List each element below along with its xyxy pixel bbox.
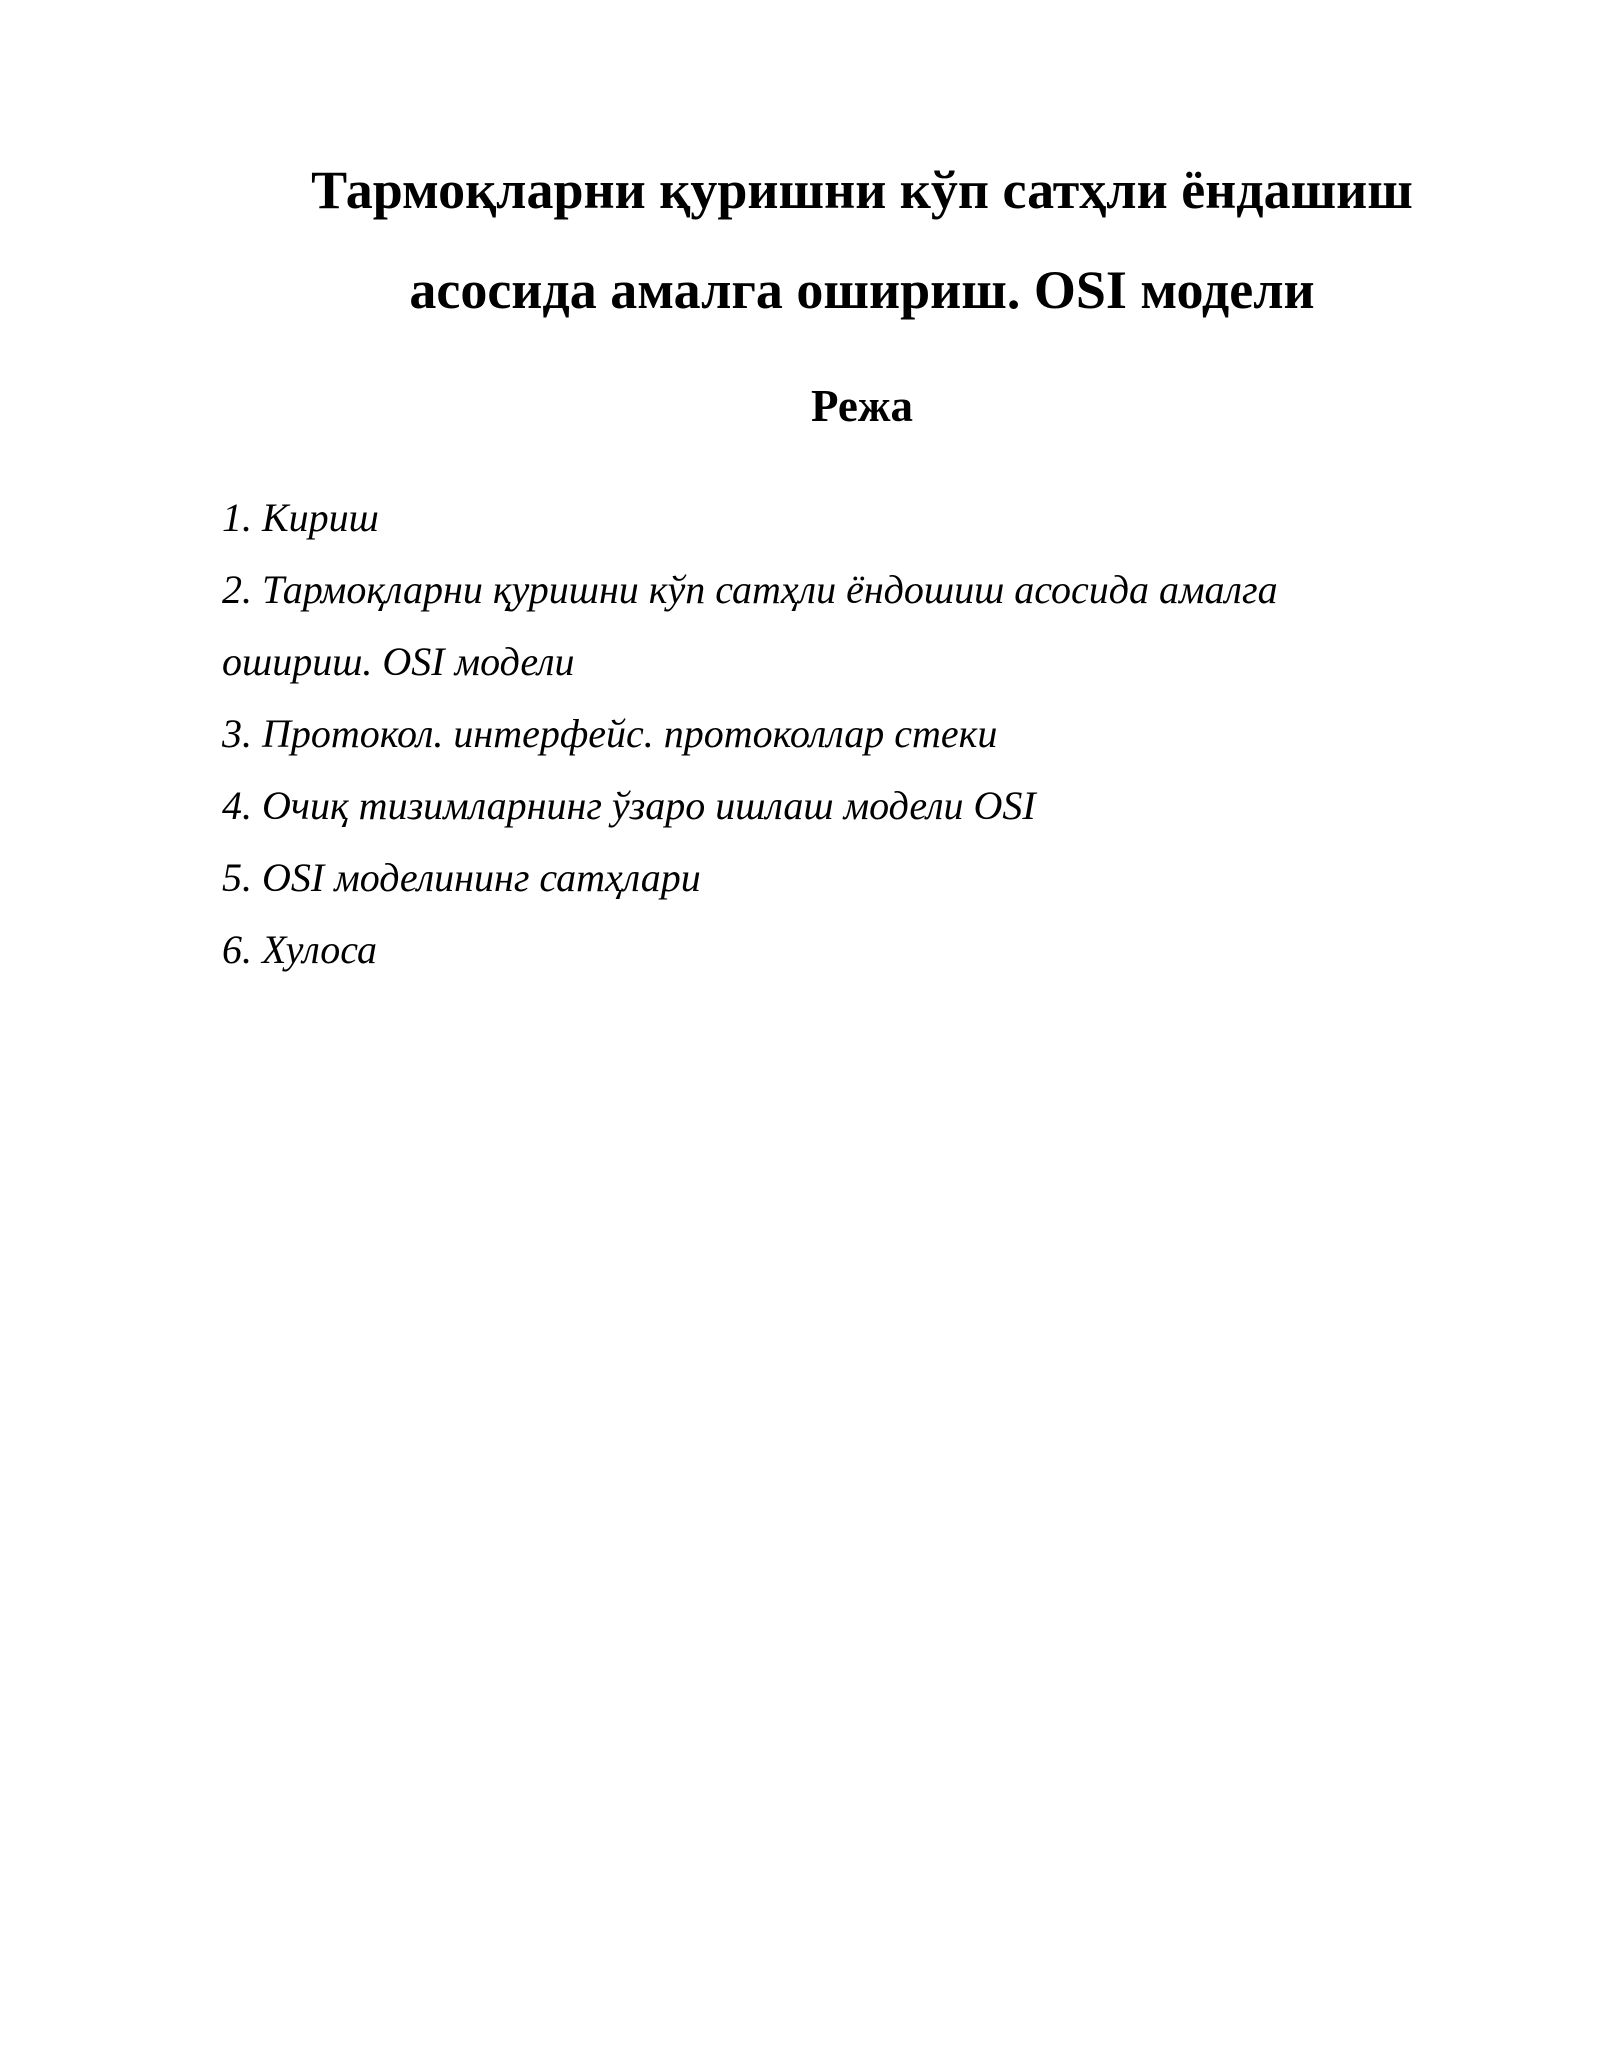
document-title (222, 140, 1502, 340)
plan-item-osi-interaction-model: 4. Очиқ тизимларнинг ўзаро ишлаш модели OSI (222, 783, 1036, 828)
document-title-line-1: Тармоқларни қуришни кўп сатҳли ёндашиш (311, 160, 1413, 220)
plan-item-conclusion: 6. Хулоса (222, 927, 377, 972)
plan-list (222, 482, 1402, 986)
document-title-line-2: асосида амалга ошириш. OSI модели (409, 260, 1315, 320)
plan-heading: Режа (811, 381, 913, 431)
plan-item-introduction: 1. Кириш (222, 495, 379, 540)
plan-item-protocol-interface: 3. Протокол. интерфейс. протоколлар стеки (222, 711, 998, 756)
plan-item-multilevel-approach: 2. Тармоқларни қуришни кўп сатҳли ёндошиш асосида амалга ошириш. OSI модели (222, 567, 1278, 684)
plan-item-osi-levels: 5. OSI моделининг сатҳлари (222, 855, 701, 900)
